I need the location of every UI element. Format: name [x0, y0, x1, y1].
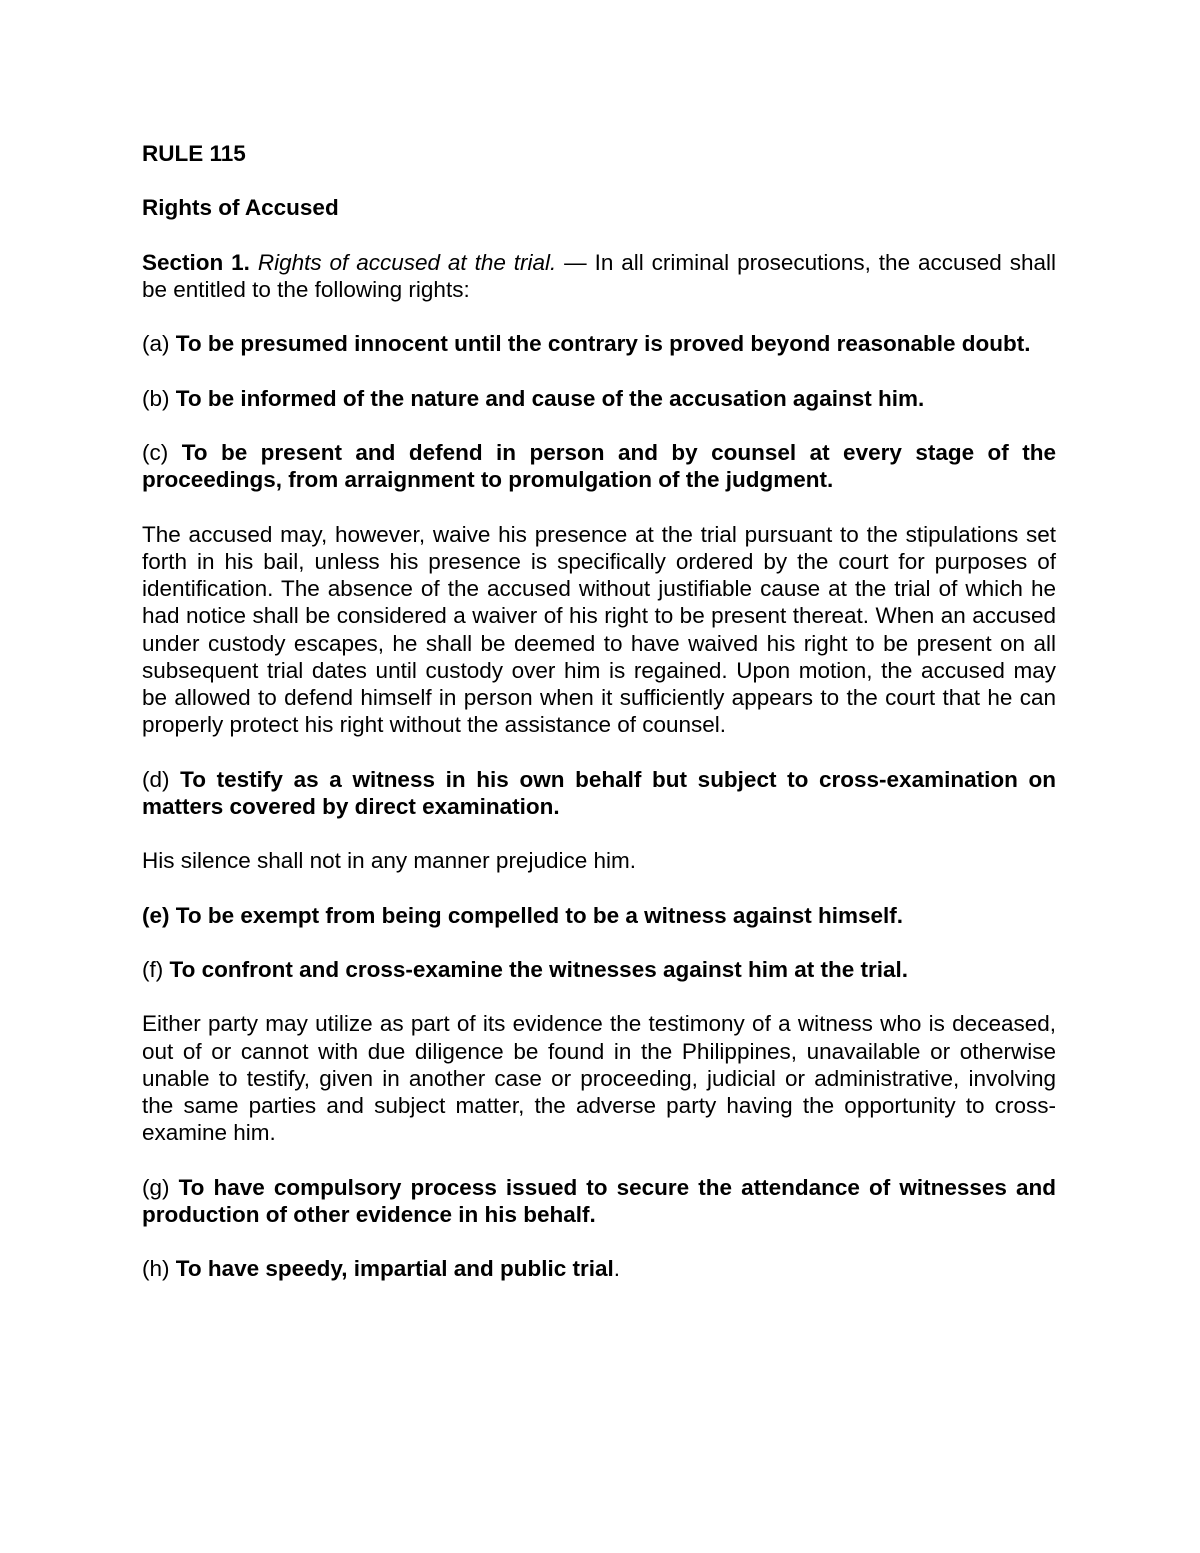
right-a-marker: (a) — [142, 331, 170, 357]
section-label: Section 1. — [142, 249, 250, 275]
document-page — [142, 140, 1056, 1310]
right-c-text: To be present and defend in person and by counsel at every stage of the proceedings, from arraignment to promulgation of the judgment. — [142, 440, 1056, 493]
right-c-marker: (c) — [142, 440, 169, 466]
right-b-text: To be informed of the nature and cause of the accusation against him. — [175, 385, 925, 411]
rule-subtitle: Rights of Accused — [142, 195, 339, 221]
right-h-end: . — [613, 1256, 621, 1282]
right-f-marker: (f) — [142, 956, 164, 982]
right-h-text: To have speedy, impartial and public trial — [175, 1256, 614, 1282]
right-g — [142, 1174, 1056, 1228]
right-f-note: Either party may utilize as part of its evidence the testimony of a witness who is deceased, out of or cannot with due diligence be found in the Philippines, unavailable or otherwise unable to testify, given in another case or proceeding, judicial or administrative, involving the same parties and subject matter, the adverse party having the opportunity to cross-examine him. — [142, 1011, 1056, 1146]
right-f — [142, 956, 1056, 983]
right-d-note: His silence shall not in any manner prejudice him. — [142, 848, 636, 874]
right-g-text: To have compulsory process issued to secure the attendance of witnesses and production of other evidence in his behalf. — [142, 1174, 1056, 1227]
section-1-paragraph — [142, 249, 1056, 303]
section-intro: — In all criminal prosecutions, the accused shall be entitled to the following rights: — [142, 249, 1056, 302]
right-c — [142, 439, 1056, 493]
right-d — [142, 766, 1056, 820]
right-d-marker: (d) — [142, 766, 170, 792]
right-a — [142, 330, 1056, 357]
section-title: Rights of accused at the trial. — [257, 249, 557, 275]
right-c-note: The accused may, however, waive his presence at the trial pursuant to the stipulations set forth in his bail, unless his presence is specifically ordered by the court for purposes of identification. The absence of the accused without justifiable cause at the trial of which he had notice shall be considered a waiver of his right to be present thereat. When an accused under custody escapes, he shall be deemed to have waived his right to be present on all subsequent trial dates until custody over him is regained. Upon motion, the accused may be allowed to defend himself in person when it sufficiently appears to the court that he can properly protect his right without the assistance of counsel. — [142, 521, 1056, 738]
right-b-marker: (b) — [142, 385, 170, 411]
right-h — [142, 1255, 1056, 1282]
rule-title: RULE 115 — [142, 141, 246, 166]
right-f-text: To confront and cross-examine the witnesses against him at the trial. — [169, 956, 909, 982]
right-b — [142, 385, 1056, 412]
right-d-text: To testify as a witness in his own behalf but subject to cross-examination on matters covered by direct examination. — [142, 766, 1056, 819]
right-h-marker: (h) — [142, 1256, 170, 1282]
right-g-marker: (g) — [142, 1174, 170, 1200]
right-e: (e) To be exempt from being compelled to be a witness against himself. — [142, 902, 903, 928]
right-a-text: To be presumed innocent until the contrary is proved beyond reasonable doubt. — [175, 331, 1031, 357]
